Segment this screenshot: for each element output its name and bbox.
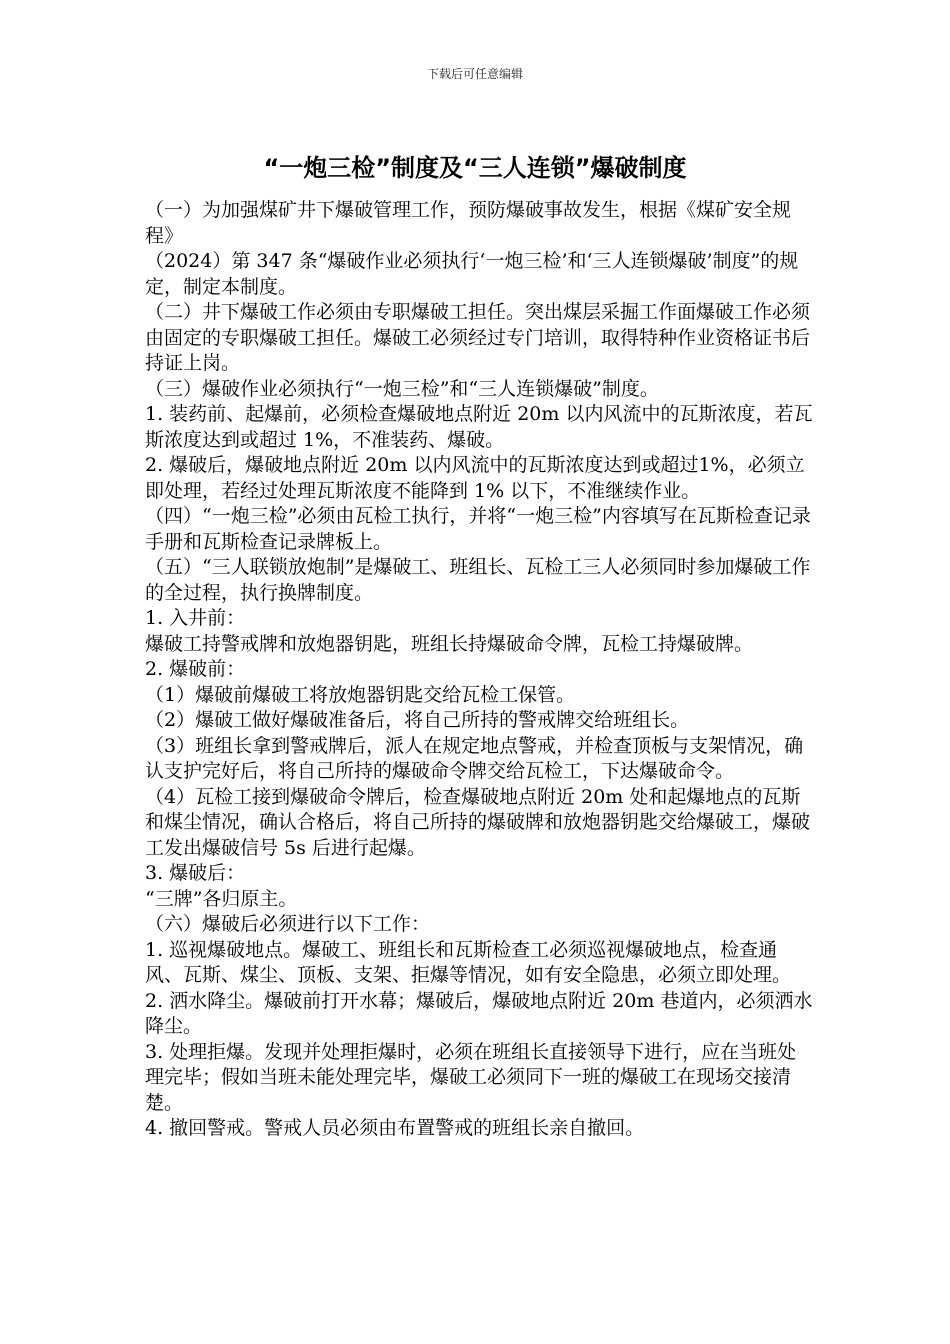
paragraph-11: 2. 爆破前：: [145, 658, 246, 680]
paragraph-9: 1. 入井前：: [145, 607, 246, 629]
paragraph-2: （2024）第 347 条“爆破作业必须执行‘一炮三检’和‘三人连锁爆破’制度”的规定，制定本制度。: [145, 250, 799, 298]
paragraph-13: （2）爆破工做好爆破准备后，将自己所持的警戒牌交给班组长。: [145, 709, 690, 731]
paragraph-5: 1. 装药前、起爆前，必须检查爆破地点附近 20m 以内风流中的瓦斯浓度，若瓦斯浓度达到或超过 1%，不准装药、爆破。: [145, 403, 813, 451]
paragraph-6: 2. 爆破后，爆破地点附近 20m 以内风流中的瓦斯浓度达到或超过1%，必须立即处理，若经过处理瓦斯浓度不能降到 1% 以下，不准继续作业。: [145, 454, 805, 502]
paragraph-20: 2. 洒水降尘。爆破前打开水幕；爆破后，爆破地点附近 20m 巷道内，必须洒水降尘。: [145, 989, 813, 1037]
paragraph-3: （二）井下爆破工作必须由专职爆破工担任。突出煤层采掘工作面爆破工作必须由固定的专职爆破工担任。爆破工必须经过专门培训，取得特种作业资格证书后持证上岗。: [145, 301, 811, 374]
paragraph-14: （3）班组长拿到警戒牌后，派人在规定地点警戒，并检查顶板与支架情况，确认支护完好后，将自己所持的爆破命令牌交给瓦检工，下达爆破命令。: [145, 734, 804, 782]
paragraph-15: （4）瓦检工接到爆破命令牌后，检查爆破地点附近 20m 处和起爆地点的瓦斯和煤尘情况，确认合格后，将自己所持的爆破牌和放炮器钥匙交给爆破工，爆破工发出爆破信号 5s 后进行起爆。: [145, 785, 811, 859]
paragraph-4: （三）爆破作业必须执行“一炮三检”和“三人连锁爆破”制度。: [145, 377, 659, 400]
document-title: “一炮三检”制度及“三人连锁”爆破制度: [263, 154, 687, 182]
paragraph-22: 4. 撤回警戒。警戒人员必须由布置警戒的班组长亲自撤回。: [145, 1117, 645, 1139]
paragraph-19: 1. 巡视爆破地点。爆破工、班组长和瓦斯检查工必须巡视爆破地点，检查通风、瓦斯、煤尘、顶板、支架、拒爆等情况，如有安全隐患，必须立即处理。: [145, 938, 792, 986]
paragraph-10: 爆破工持警戒牌和放炮器钥匙，班组长持爆破命令牌，瓦检工持爆破牌。: [145, 632, 754, 655]
paragraph-17: “三牌”各归原主。: [145, 887, 298, 910]
paragraph-1: （一）为加强煤矿井下爆破管理工作，预防爆破事故发生，根据《煤矿安全规程》: [145, 199, 792, 247]
paragraph-7: （四）“一炮三检”必须由瓦检工执行，并将“一炮三检”内容填写在瓦斯检查记录手册和瓦斯检查记录牌板上。: [145, 505, 811, 553]
paragraph-12: （1）爆破前爆破工将放炮器钥匙交给瓦检工保管。: [145, 683, 576, 706]
paragraph-16: 3. 爆破后：: [145, 862, 246, 884]
document-body: [145, 198, 813, 1142]
paragraph-18: （六）爆破后必须进行以下工作：: [145, 913, 431, 935]
paragraph-21: 3. 处理拒爆。发现并处理拒爆时，必须在班组长直接领导下进行，应在当班处理完毕；假如当班未能处理完毕，爆破工必须同下一班的爆破工在现场交接清楚。: [145, 1040, 797, 1114]
paragraph-8: （五）“三人联锁放炮制”是爆破工、班组长、瓦检工三人必须同时参加爆破工作的全过程，执行换牌制度。: [145, 556, 811, 604]
header-note: 下载后可任意编辑: [426, 67, 523, 81]
